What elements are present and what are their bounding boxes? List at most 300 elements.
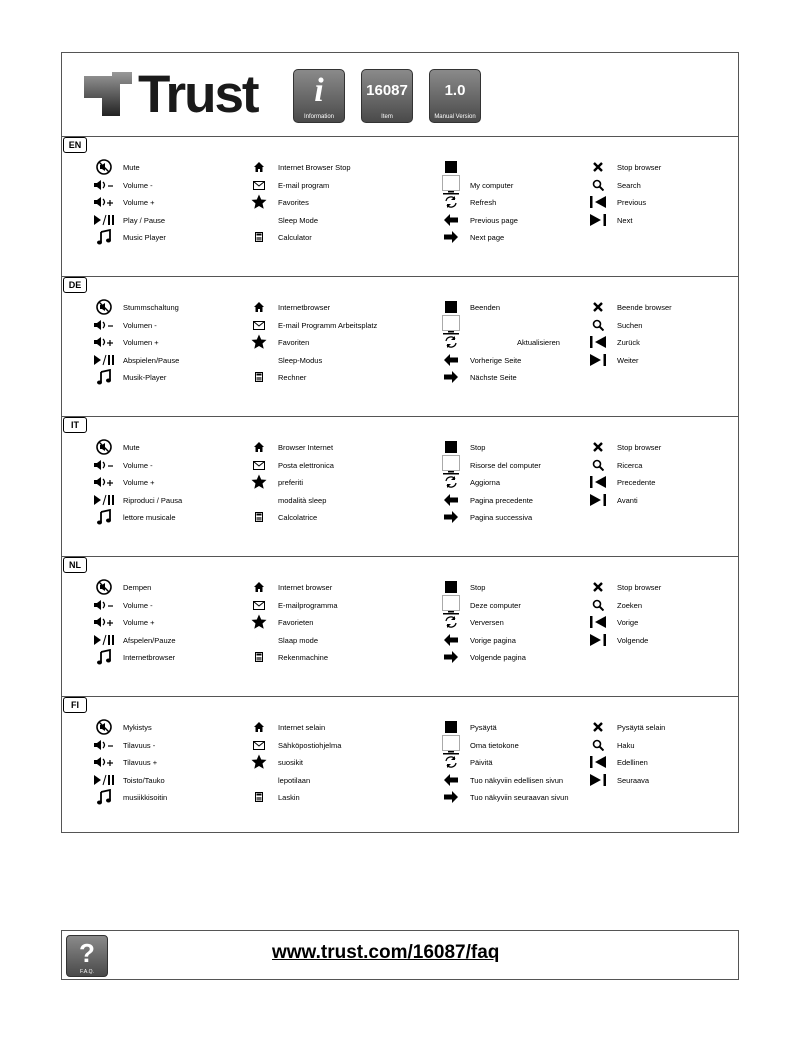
key-item	[440, 439, 485, 455]
star-icon	[248, 474, 270, 490]
key-label: Stop browser	[617, 162, 662, 172]
key-item	[248, 369, 306, 385]
key-label: Mute	[123, 442, 140, 452]
star-icon	[248, 334, 270, 350]
close-icon	[587, 439, 609, 455]
key-label: Nächste Seite	[470, 372, 517, 382]
refresh-icon	[440, 474, 462, 490]
key-label: Tuo näkyviin seuraavan sivun	[470, 792, 569, 802]
key-item	[248, 177, 329, 193]
key-label: Volume -	[123, 460, 153, 470]
key-item	[93, 229, 166, 245]
key-item	[440, 474, 500, 490]
mute-icon	[93, 159, 115, 175]
key-item	[587, 492, 638, 508]
key-item	[587, 177, 641, 193]
key-item	[587, 597, 642, 613]
search-icon	[587, 737, 609, 753]
key-label: Rechner	[278, 372, 307, 382]
language-label: FI	[63, 697, 87, 713]
key-item	[93, 719, 152, 735]
play-pause-icon	[93, 772, 115, 788]
volume-down-icon	[93, 317, 115, 333]
key-item	[440, 719, 497, 735]
key-item	[587, 474, 655, 490]
arrow-left-icon	[440, 772, 462, 788]
previous-track-icon	[587, 194, 609, 210]
star-icon	[248, 614, 270, 630]
key-label: Pysäytä selain	[617, 722, 666, 732]
key-label: Laskin	[278, 792, 300, 802]
key-label: Internet browser	[278, 582, 333, 592]
key-item	[440, 352, 521, 368]
stop-square-icon	[440, 439, 462, 455]
key-item	[93, 439, 140, 455]
key-label: Precedente	[617, 477, 656, 487]
version-tile: 1.0 Manual Version	[429, 69, 481, 123]
envelope-icon	[248, 317, 270, 333]
key-label: Internetbrowser	[278, 302, 331, 312]
key-item	[440, 492, 533, 508]
key-label: Beenden	[470, 302, 501, 312]
volume-up-icon	[93, 194, 115, 210]
previous-track-icon	[587, 614, 609, 630]
language-label: EN	[63, 137, 87, 153]
key-item	[248, 229, 312, 245]
key-item	[587, 579, 661, 595]
key-label: Favorieten	[278, 617, 314, 627]
key-label: Volumen -	[123, 320, 157, 330]
manual-frame	[61, 52, 739, 833]
key-label: Music Player	[123, 232, 166, 242]
arrow-left-icon	[440, 212, 462, 228]
key-label: Stop	[470, 442, 486, 452]
mute-icon	[93, 719, 115, 735]
key-label: Suchen	[617, 320, 643, 330]
key-item	[440, 632, 516, 648]
key-item	[440, 509, 532, 525]
key-item	[93, 754, 157, 770]
stop-square-icon	[440, 159, 462, 175]
key-item	[248, 439, 333, 455]
arrow-right-icon	[440, 789, 462, 805]
key-label: Ricerca	[617, 460, 643, 470]
key-item	[587, 194, 646, 210]
arrow-left-icon	[440, 632, 462, 648]
key-label: Slaap mode	[278, 635, 319, 645]
calculator-icon	[248, 509, 270, 525]
key-item	[587, 614, 638, 630]
key-label: Pagina successiva	[470, 512, 533, 522]
arrow-right-icon	[440, 369, 462, 385]
key-item	[587, 159, 661, 175]
computer-icon	[440, 737, 462, 753]
key-item	[93, 474, 154, 490]
key-label: Vorige	[617, 617, 639, 627]
next-track-icon	[587, 352, 609, 368]
key-label: Stop	[470, 582, 486, 592]
star-icon	[248, 754, 270, 770]
key-label: Haku	[617, 740, 635, 750]
key-label: Pagina precedente	[470, 495, 533, 505]
stop-square-icon	[440, 299, 462, 315]
faq-link[interactable]: www.trust.com/16087/faq	[272, 942, 500, 963]
key-label: E-mailprogramma	[278, 600, 338, 610]
key-label: Toisto/Tauko	[123, 775, 165, 785]
next-track-icon	[587, 212, 609, 228]
music-note-icon	[93, 649, 115, 665]
key-item	[93, 789, 167, 805]
brand-name: Trust	[138, 65, 258, 124]
key-label: Calcolatrice	[278, 512, 318, 522]
section-de	[62, 276, 738, 417]
key-label: Search	[617, 180, 641, 190]
close-icon	[587, 579, 609, 595]
language-label: IT	[63, 417, 87, 433]
key-label: Stummschaltung	[123, 302, 179, 312]
key-item	[440, 737, 519, 753]
moon-icon	[248, 352, 270, 368]
faq-tile: ? F.A.Q.	[66, 935, 108, 977]
key-item	[248, 194, 309, 210]
key-item	[587, 317, 642, 333]
key-label: Internet selain	[278, 722, 326, 732]
key-item	[93, 299, 179, 315]
key-item	[248, 614, 313, 630]
key-item	[93, 597, 153, 613]
envelope-icon	[248, 457, 270, 473]
key-item	[587, 299, 672, 315]
arrow-left-icon	[440, 352, 462, 368]
key-item	[587, 457, 642, 473]
key-item	[440, 177, 513, 193]
key-item	[440, 579, 485, 595]
key-item	[440, 212, 518, 228]
refresh-icon	[440, 754, 462, 770]
key-label: E-mail program	[278, 180, 330, 190]
section-fi	[62, 696, 738, 836]
key-label: Zoeken	[617, 600, 643, 610]
key-label: Sleep-Modus	[278, 355, 323, 365]
music-note-icon	[93, 509, 115, 525]
key-item	[248, 159, 351, 175]
key-label: Seuraava	[617, 775, 650, 785]
music-note-icon	[93, 369, 115, 385]
calculator-icon	[248, 229, 270, 245]
key-label: Next	[617, 215, 633, 225]
envelope-icon	[248, 177, 270, 193]
home-icon	[248, 579, 270, 595]
arrow-right-icon	[440, 649, 462, 665]
section-nl	[62, 556, 738, 697]
key-label: suosikit	[278, 757, 304, 767]
computer-icon	[440, 597, 462, 613]
key-label: Rekenmachine	[278, 652, 329, 662]
key-item	[587, 719, 665, 735]
play-pause-icon	[93, 492, 115, 508]
key-label: Abspielen/Pause	[123, 355, 180, 365]
volume-up-icon	[93, 754, 115, 770]
home-icon	[248, 299, 270, 315]
arrow-right-icon	[440, 509, 462, 525]
key-item	[440, 754, 493, 770]
key-label: Vorherige Seite	[470, 355, 522, 365]
key-item	[440, 789, 569, 805]
key-item	[587, 772, 649, 788]
next-track-icon	[587, 632, 609, 648]
key-item	[248, 579, 332, 595]
key-label: lepotilaan	[278, 775, 311, 785]
key-label: Tilavuus +	[123, 757, 158, 767]
key-item	[440, 317, 470, 333]
key-item	[248, 352, 322, 368]
key-label: Päivitä	[470, 757, 493, 767]
key-item	[440, 334, 560, 350]
key-label: Avanti	[617, 495, 638, 505]
home-icon	[248, 159, 270, 175]
envelope-icon	[248, 737, 270, 753]
key-label: Vorige pagina	[470, 635, 516, 645]
key-label: Previous	[617, 197, 647, 207]
key-item	[587, 334, 640, 350]
star-icon	[248, 194, 270, 210]
key-item	[93, 194, 154, 210]
header	[62, 53, 738, 137]
play-pause-icon	[93, 212, 115, 228]
search-icon	[587, 597, 609, 613]
key-item	[93, 614, 154, 630]
key-label: Posta elettronica	[278, 460, 334, 470]
refresh-icon	[440, 194, 462, 210]
moon-icon	[248, 492, 270, 508]
previous-track-icon	[587, 334, 609, 350]
music-note-icon	[93, 229, 115, 245]
home-icon	[248, 719, 270, 735]
home-icon	[248, 439, 270, 455]
next-track-icon	[587, 492, 609, 508]
key-label: Afspelen/Pauze	[123, 635, 176, 645]
key-item	[440, 772, 563, 788]
key-label: Oma tietokone	[470, 740, 519, 750]
computer-icon	[440, 177, 462, 193]
key-item	[248, 772, 310, 788]
key-label: Deze computer	[470, 600, 521, 610]
key-item	[248, 492, 326, 508]
volume-up-icon	[93, 474, 115, 490]
key-item	[93, 317, 157, 333]
close-icon	[587, 719, 609, 735]
close-icon	[587, 299, 609, 315]
information-tile: i Information	[293, 69, 345, 123]
key-label: Volume +	[123, 617, 155, 627]
key-label: Volumen +	[123, 337, 159, 347]
key-label: Weiter	[617, 355, 639, 365]
key-label: Volume +	[123, 477, 155, 487]
key-label: Tilavuus -	[123, 740, 156, 750]
moon-icon	[248, 632, 270, 648]
key-label: Favorites	[278, 197, 309, 207]
next-track-icon	[587, 772, 609, 788]
key-item	[93, 632, 176, 648]
key-label: My computer	[470, 180, 514, 190]
language-label: DE	[63, 277, 87, 293]
calculator-icon	[248, 789, 270, 805]
key-item	[93, 352, 179, 368]
key-item	[587, 212, 632, 228]
mute-icon	[93, 299, 115, 315]
key-label: preferiti	[278, 477, 304, 487]
key-label: Play / Pause	[123, 215, 166, 225]
key-item	[93, 369, 166, 385]
key-label: Riproduci / Pausa	[123, 495, 183, 505]
key-item	[440, 649, 526, 665]
key-item	[248, 212, 318, 228]
key-item	[248, 632, 318, 648]
key-item	[248, 457, 334, 473]
key-label: Internet Browser Stop	[278, 162, 351, 172]
key-label: Volgende	[617, 635, 649, 645]
key-label: Volume -	[123, 180, 153, 190]
moon-icon	[248, 772, 270, 788]
key-item	[248, 317, 377, 333]
key-label: Favoriten	[278, 337, 310, 347]
play-pause-icon	[93, 632, 115, 648]
arrow-right-icon	[440, 229, 462, 245]
key-label: Verversen	[470, 617, 504, 627]
close-icon	[587, 159, 609, 175]
key-label: E-mail Programm Arbeitsplatz	[278, 320, 378, 330]
key-item	[93, 334, 159, 350]
key-item	[587, 737, 635, 753]
arrow-left-icon	[440, 492, 462, 508]
key-label: Volume +	[123, 197, 155, 207]
key-label: Edellinen	[617, 757, 648, 767]
volume-down-icon	[93, 597, 115, 613]
key-item	[248, 597, 338, 613]
key-item	[587, 754, 648, 770]
computer-icon	[440, 317, 462, 333]
key-item	[248, 334, 309, 350]
play-pause-icon	[93, 352, 115, 368]
key-label: Sähköpostiohjelma	[278, 740, 342, 750]
previous-track-icon	[587, 754, 609, 770]
key-label: Mute	[123, 162, 140, 172]
mute-icon	[93, 579, 115, 595]
key-item	[440, 194, 496, 210]
key-item	[248, 754, 303, 770]
key-item	[93, 737, 155, 753]
key-label: Volgende pagina	[470, 652, 526, 662]
key-item	[93, 457, 153, 473]
key-label: Stop browser	[617, 582, 662, 592]
key-label: Zurück	[617, 337, 640, 347]
music-note-icon	[93, 789, 115, 805]
stop-square-icon	[440, 579, 462, 595]
computer-icon	[440, 457, 462, 473]
key-label: lettore musicale	[123, 512, 176, 522]
key-label: musiikkisoitin	[123, 792, 168, 802]
key-item	[440, 229, 504, 245]
key-item	[587, 352, 639, 368]
section-en	[62, 136, 738, 277]
key-item	[248, 737, 341, 753]
volume-up-icon	[93, 614, 115, 630]
calculator-icon	[248, 649, 270, 665]
key-item	[93, 509, 176, 525]
key-item	[93, 212, 165, 228]
key-label: modalità sleep	[278, 495, 327, 505]
key-item	[440, 614, 504, 630]
key-item	[93, 579, 151, 595]
key-item	[440, 369, 517, 385]
key-label: Beende browser	[617, 302, 672, 312]
key-label: Tuo näkyviin edellisen sivun	[470, 775, 564, 785]
key-label: Musik-Player	[123, 372, 167, 382]
key-item	[93, 159, 140, 175]
key-item	[93, 177, 153, 193]
search-icon	[587, 177, 609, 193]
volume-down-icon	[93, 457, 115, 473]
item-tile: 16087 Item	[361, 69, 413, 123]
key-item	[440, 597, 521, 613]
key-label: Sleep Mode	[278, 215, 319, 225]
key-item	[248, 509, 317, 525]
key-label: Mykistys	[123, 722, 152, 732]
key-label: Volume -	[123, 600, 153, 610]
key-item	[248, 789, 300, 805]
trust-logo	[82, 65, 272, 124]
key-item	[93, 649, 175, 665]
key-label: Risorse del computer	[470, 460, 541, 470]
key-item	[248, 649, 328, 665]
key-item	[440, 457, 541, 473]
envelope-icon	[248, 597, 270, 613]
search-icon	[587, 457, 609, 473]
section-it	[62, 416, 738, 557]
key-item	[248, 299, 330, 315]
refresh-icon	[440, 334, 462, 350]
key-label: Next page	[470, 232, 505, 242]
stop-square-icon	[440, 719, 462, 735]
key-label: Refresh	[470, 197, 497, 207]
refresh-icon	[440, 614, 462, 630]
key-item	[587, 439, 661, 455]
search-icon	[587, 317, 609, 333]
key-item	[440, 299, 500, 315]
key-label: Browser Internet	[278, 442, 334, 452]
key-label: Internetbrowser	[123, 652, 176, 662]
calculator-icon	[248, 369, 270, 385]
key-label: Pysäytä	[470, 722, 497, 732]
key-label: Aggiorna	[470, 477, 501, 487]
key-item	[93, 492, 182, 508]
language-label: NL	[63, 557, 87, 573]
key-item	[248, 719, 325, 735]
key-label: Dempen	[123, 582, 152, 592]
key-label: Calculator	[278, 232, 312, 242]
key-item	[587, 632, 648, 648]
trust-logo-mark-icon	[82, 70, 138, 120]
volume-up-icon	[93, 334, 115, 350]
volume-down-icon	[93, 737, 115, 753]
mute-icon	[93, 439, 115, 455]
key-label: Stop browser	[617, 442, 662, 452]
faq-footer	[61, 930, 739, 980]
previous-track-icon	[587, 474, 609, 490]
moon-icon	[248, 212, 270, 228]
key-item	[440, 159, 470, 175]
key-item	[248, 474, 303, 490]
